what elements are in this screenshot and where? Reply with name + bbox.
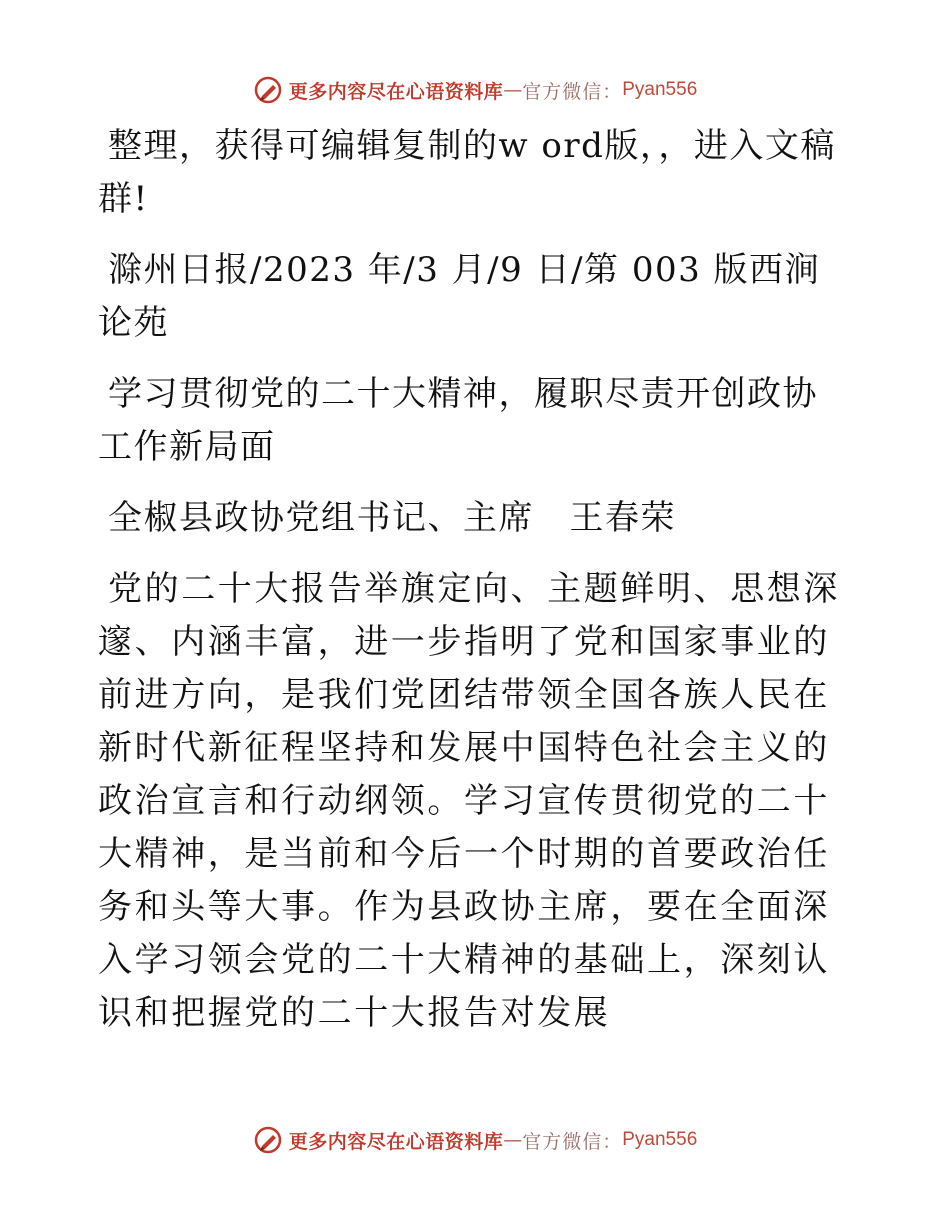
body-paragraph: 党的二十大报告举旗定向、主题鲜明、思想深邃、内涵丰富，进一步指明了党和国家事业的前进方向，是我们党团结带领全国各族人民在新时代新征程坚持和发展中国特色社会主义的政治宣言和行动纲领。学习宣传贯彻党的二十大精神，是当前和今后一个时期的首要政治任务和头等大事。作为县政协主席，要在全面深入学习领会党的二十大精神的基础上，深刻认识和把握党的二十大报告对发展: [98, 569, 840, 1033]
watermark-label: 官方微信：: [522, 80, 623, 103]
watermark-wechat-id: Pyan556: [622, 79, 698, 100]
watermark-label: 官方微信：: [522, 1130, 623, 1153]
watermark-separator: —: [503, 79, 523, 101]
watermark-site-text: 更多内容尽在心语资料库: [288, 80, 504, 103]
pen-logo-icon: [253, 1125, 283, 1155]
author-line: 全椒县政协党组书记、主席 王春荣: [108, 498, 676, 538]
watermark-site-text: 更多内容尽在心语资料库: [288, 1130, 504, 1153]
watermark-wechat-id: Pyan556: [622, 1129, 698, 1150]
footer-watermark: [0, 1122, 950, 1158]
intro-line: 整理，获得可编辑复制的w ord版，，进入文稿群!: [98, 126, 836, 219]
watermark-separator: —: [503, 1129, 523, 1151]
article-title: 学习贯彻党的二十大精神，履职尽责开创政协工作新局面: [98, 374, 818, 467]
header-watermark: [0, 72, 950, 108]
pen-logo-icon: [253, 75, 283, 105]
source-line: 滁州日报/2023 年/3 月/9 日/第 003 版西涧论苑: [98, 250, 821, 343]
document-content: [98, 120, 853, 1040]
